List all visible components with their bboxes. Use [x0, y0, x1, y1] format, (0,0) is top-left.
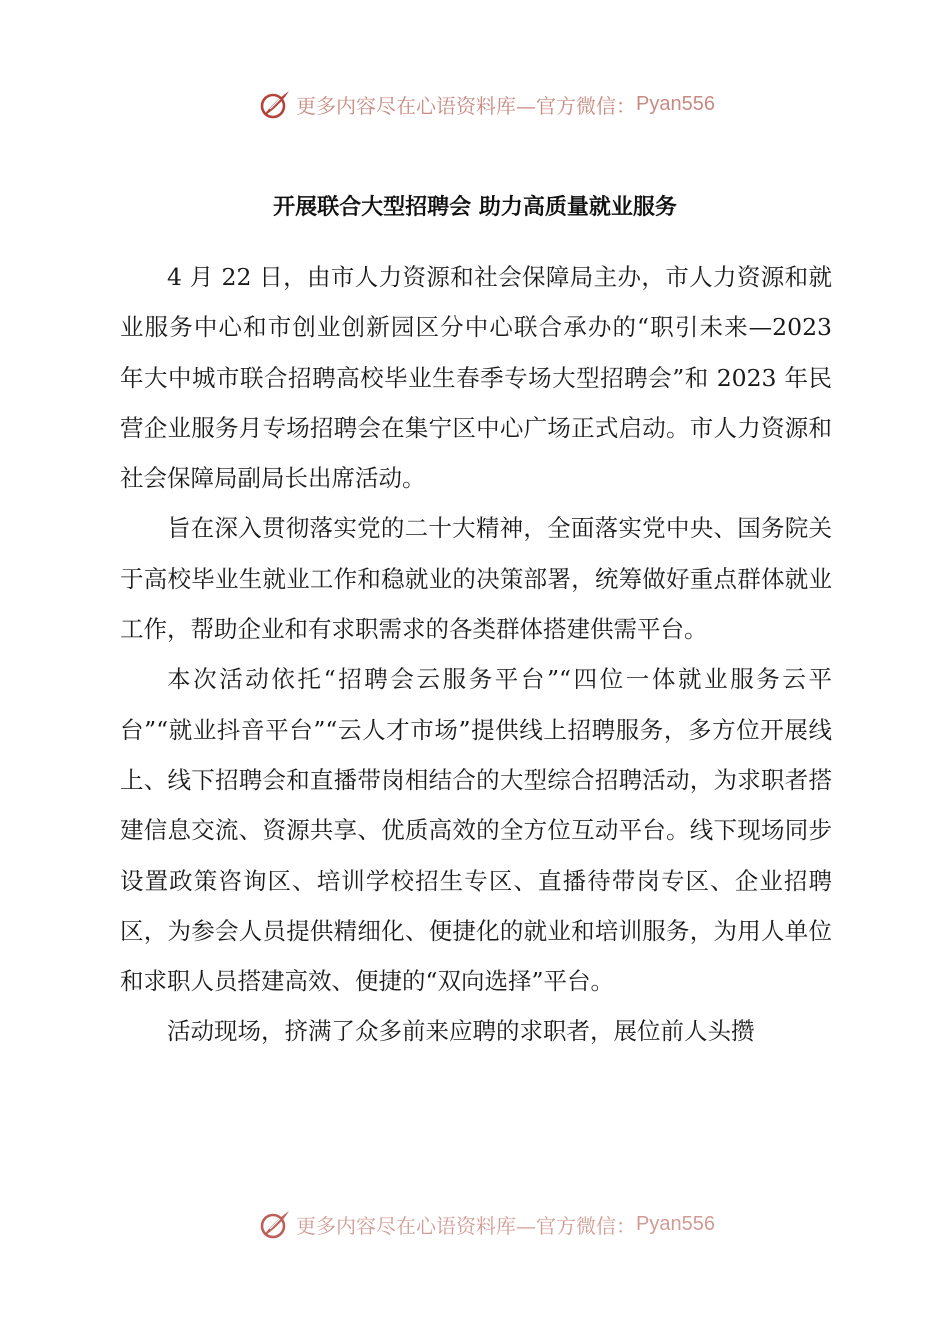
paragraph-1: 4 月 22 日，由市人力资源和社会保障局主办，市人力资源和就业服务中心和市创业创新园区分中心联合承办的“职引未来—2023 年大中城市联合招聘高校毕业生春季专场大型招聘会”和 2023 年民营企业服务月专场招聘会在集宁区中心广场正式启动。市人力资源和社会保障局副局长出席活动。: [120, 263, 832, 493]
article-title: 开展联合大型招聘会 助力高质量就业服务: [273, 195, 677, 220]
paragraph-2: 旨在深入贯彻落实党的二十大精神，全面落实党中央、国务院关于高校毕业生就业工作和稳就业的决策部署，统筹做好重点群体就业工作，帮助企业和有求职需求的各类群体搭建供需平台。: [120, 514, 832, 644]
watermark-header: [258, 84, 715, 124]
watermark-footer: [258, 1204, 715, 1244]
paragraph-4: 活动现场，挤满了众多前来应聘的求职者，展位前人头攒: [167, 1017, 755, 1046]
article-body: [120, 252, 832, 1057]
watermark-wechat-id: Pyan556: [636, 1212, 715, 1235]
quill-logo-icon: [258, 1207, 292, 1241]
quill-logo-icon: [258, 87, 292, 121]
paragraph-3: 本次活动依托“招聘会云服务平台”“四位一体就业服务云平台”“就业抖音平台”“云人才市场”提供线上招聘服务，多方位开展线上、线下招聘会和直播带岗相结合的大型综合招聘活动，为求职者搭建信息交流、资源共享、优质高效的全方位互动平台。线下现场同步设置政策咨询区、培训学校招生专区、直播待带岗专区、企业招聘区，为参会人员提供精细化、便捷化的就业和培训服务，为用人单位和求职人员搭建高效、便捷的“双向选择”平台。: [120, 665, 832, 996]
watermark-wechat-id: Pyan556: [636, 92, 715, 115]
watermark-text: 更多内容尽在心语资料库—官方微信：: [296, 93, 636, 118]
watermark-text: 更多内容尽在心语资料库—官方微信：: [296, 1213, 636, 1238]
